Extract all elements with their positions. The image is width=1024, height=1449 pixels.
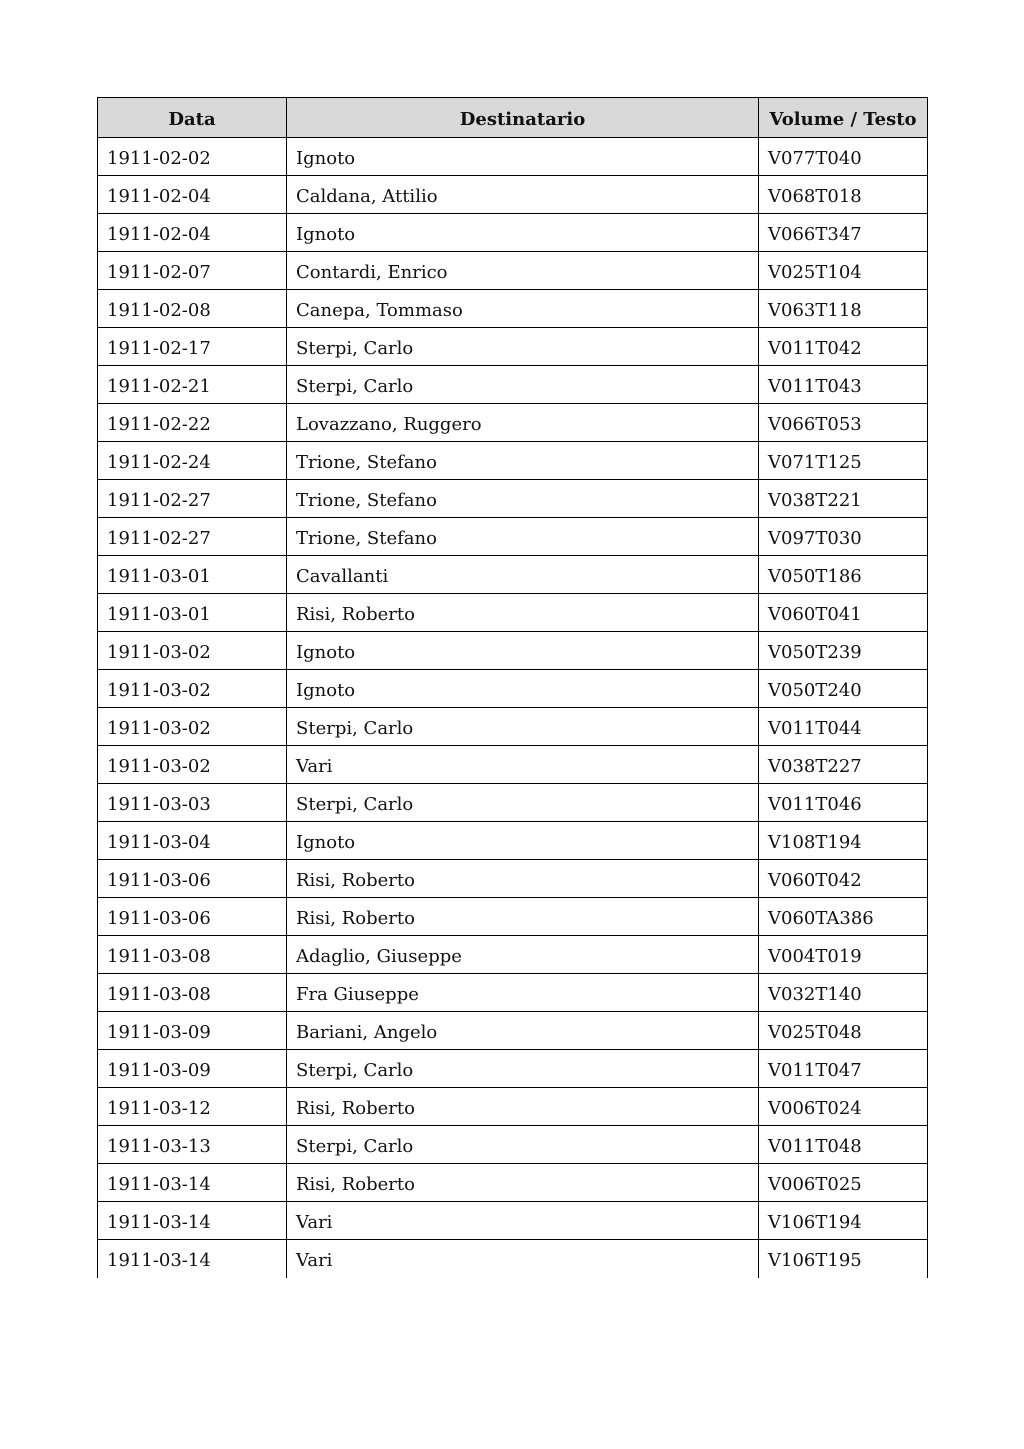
date-cell: 1911-03-06 — [98, 898, 287, 936]
table-row — [98, 1164, 928, 1202]
date-cell: 1911-02-04 — [98, 176, 287, 214]
table-row — [98, 594, 928, 632]
recipient-cell: Fra Giuseppe — [287, 974, 759, 1012]
recipient-cell: Canepa, Tommaso — [287, 290, 759, 328]
date-cell: 1911-02-02 — [98, 138, 287, 176]
date-cell: 1911-02-27 — [98, 518, 287, 556]
table-row — [98, 822, 928, 860]
recipient-cell: Vari — [287, 1240, 759, 1278]
table-row — [98, 252, 928, 290]
date-cell: 1911-03-02 — [98, 746, 287, 784]
volume-text-cell: V006T025 — [759, 1164, 928, 1202]
recipient-cell: Cavallanti — [287, 556, 759, 594]
table-row — [98, 1050, 928, 1088]
volume-text-cell: V106T195 — [759, 1240, 928, 1278]
volume-text-cell: V011T048 — [759, 1126, 928, 1164]
volume-text-cell: V077T040 — [759, 138, 928, 176]
recipient-cell: Sterpi, Carlo — [287, 708, 759, 746]
date-cell: 1911-03-06 — [98, 860, 287, 898]
table-row — [98, 404, 928, 442]
date-cell: 1911-03-02 — [98, 670, 287, 708]
volume-text-cell: V011T047 — [759, 1050, 928, 1088]
volume-text-cell: V108T194 — [759, 822, 928, 860]
table-row — [98, 974, 928, 1012]
recipient-cell: Ignoto — [287, 214, 759, 252]
recipient-cell: Trione, Stefano — [287, 480, 759, 518]
volume-text-cell: V063T118 — [759, 290, 928, 328]
date-cell: 1911-03-02 — [98, 632, 287, 670]
date-cell: 1911-03-02 — [98, 708, 287, 746]
table-row — [98, 1088, 928, 1126]
table-row — [98, 1126, 928, 1164]
recipient-cell: Risi, Roberto — [287, 1088, 759, 1126]
table-row — [98, 632, 928, 670]
volume-text-cell: V011T046 — [759, 784, 928, 822]
volume-text-cell: V097T030 — [759, 518, 928, 556]
table-row — [98, 1240, 928, 1278]
column-header-volume-text: Volume / Testo — [759, 98, 928, 138]
date-cell: 1911-02-22 — [98, 404, 287, 442]
date-cell: 1911-02-27 — [98, 480, 287, 518]
date-cell: 1911-03-01 — [98, 594, 287, 632]
volume-text-cell: V068T018 — [759, 176, 928, 214]
volume-text-cell: V011T043 — [759, 366, 928, 404]
date-cell: 1911-03-08 — [98, 936, 287, 974]
table-row — [98, 860, 928, 898]
table-row — [98, 670, 928, 708]
table-row — [98, 442, 928, 480]
volume-text-cell: V038T221 — [759, 480, 928, 518]
volume-text-cell: V050T240 — [759, 670, 928, 708]
table-row — [98, 746, 928, 784]
recipient-cell: Vari — [287, 746, 759, 784]
volume-text-cell: V060T042 — [759, 860, 928, 898]
table-row — [98, 1012, 928, 1050]
table-row — [98, 556, 928, 594]
date-cell: 1911-02-04 — [98, 214, 287, 252]
table-row — [98, 518, 928, 556]
volume-text-cell: V106T194 — [759, 1202, 928, 1240]
date-cell: 1911-03-12 — [98, 1088, 287, 1126]
table-row — [98, 1202, 928, 1240]
volume-text-cell: V050T186 — [759, 556, 928, 594]
recipient-cell: Sterpi, Carlo — [287, 1126, 759, 1164]
recipient-cell: Bariani, Angelo — [287, 1012, 759, 1050]
table-row — [98, 138, 928, 176]
table-row — [98, 328, 928, 366]
date-cell: 1911-02-21 — [98, 366, 287, 404]
date-cell: 1911-03-13 — [98, 1126, 287, 1164]
recipient-cell: Ignoto — [287, 632, 759, 670]
recipient-cell: Sterpi, Carlo — [287, 1050, 759, 1088]
table-row — [98, 898, 928, 936]
table-header — [98, 98, 928, 138]
recipient-cell: Ignoto — [287, 822, 759, 860]
recipient-cell: Risi, Roberto — [287, 860, 759, 898]
recipient-cell: Sterpi, Carlo — [287, 328, 759, 366]
date-cell: 1911-03-09 — [98, 1012, 287, 1050]
volume-text-cell: V060T041 — [759, 594, 928, 632]
volume-text-cell: V004T019 — [759, 936, 928, 974]
table-body — [98, 138, 928, 1278]
date-cell: 1911-03-04 — [98, 822, 287, 860]
date-cell: 1911-02-17 — [98, 328, 287, 366]
table-row — [98, 214, 928, 252]
volume-text-cell: V050T239 — [759, 632, 928, 670]
volume-text-cell: V025T104 — [759, 252, 928, 290]
volume-text-cell: V011T042 — [759, 328, 928, 366]
recipient-cell: Trione, Stefano — [287, 518, 759, 556]
table-row — [98, 176, 928, 214]
header-row — [98, 98, 928, 138]
volume-text-cell: V066T347 — [759, 214, 928, 252]
column-header-recipient: Destinatario — [287, 98, 759, 138]
date-cell: 1911-03-14 — [98, 1164, 287, 1202]
table-row — [98, 480, 928, 518]
volume-text-cell: V032T140 — [759, 974, 928, 1012]
letters-table — [97, 97, 928, 1278]
recipient-cell: Sterpi, Carlo — [287, 366, 759, 404]
date-cell: 1911-03-03 — [98, 784, 287, 822]
recipient-cell: Adaglio, Giuseppe — [287, 936, 759, 974]
volume-text-cell: V060TA386 — [759, 898, 928, 936]
recipient-cell: Ignoto — [287, 138, 759, 176]
volume-text-cell: V066T053 — [759, 404, 928, 442]
recipient-cell: Risi, Roberto — [287, 594, 759, 632]
date-cell: 1911-03-14 — [98, 1202, 287, 1240]
recipient-cell: Lovazzano, Ruggero — [287, 404, 759, 442]
recipient-cell: Risi, Roberto — [287, 898, 759, 936]
recipient-cell: Trione, Stefano — [287, 442, 759, 480]
date-cell: 1911-03-08 — [98, 974, 287, 1012]
recipient-cell: Ignoto — [287, 670, 759, 708]
recipient-cell: Risi, Roberto — [287, 1164, 759, 1202]
table-row — [98, 290, 928, 328]
table-row — [98, 784, 928, 822]
date-cell: 1911-02-07 — [98, 252, 287, 290]
table-row — [98, 366, 928, 404]
date-cell: 1911-03-09 — [98, 1050, 287, 1088]
recipient-cell: Contardi, Enrico — [287, 252, 759, 290]
table-row — [98, 708, 928, 746]
recipient-cell: Vari — [287, 1202, 759, 1240]
volume-text-cell: V011T044 — [759, 708, 928, 746]
recipient-cell: Caldana, Attilio — [287, 176, 759, 214]
volume-text-cell: V025T048 — [759, 1012, 928, 1050]
date-cell: 1911-02-08 — [98, 290, 287, 328]
date-cell: 1911-03-01 — [98, 556, 287, 594]
date-cell: 1911-03-14 — [98, 1240, 287, 1278]
volume-text-cell: V006T024 — [759, 1088, 928, 1126]
recipient-cell: Sterpi, Carlo — [287, 784, 759, 822]
date-cell: 1911-02-24 — [98, 442, 287, 480]
volume-text-cell: V071T125 — [759, 442, 928, 480]
volume-text-cell: V038T227 — [759, 746, 928, 784]
table-row — [98, 936, 928, 974]
column-header-date: Data — [98, 98, 287, 138]
